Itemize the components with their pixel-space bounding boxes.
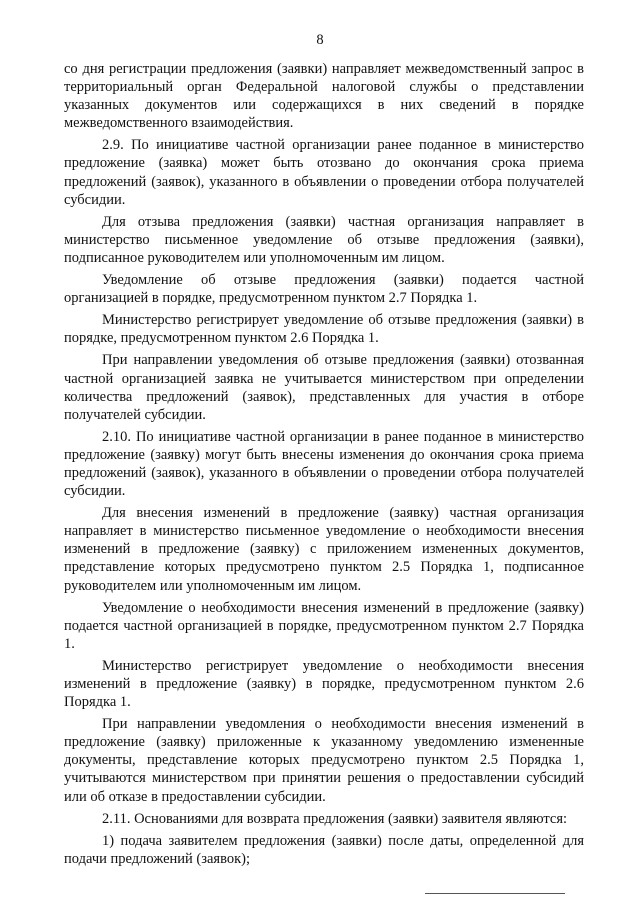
footer-divider	[425, 893, 565, 894]
paragraph-2-10: 2.10. По инициативе частной организации в ранее поданное в министерство предложение (заявку) могут быть внесены изменения до окончания срока приема предложений (заявок), указанного в объявлении о проведении отбора получателей субсидии.	[64, 428, 584, 500]
document-body	[64, 60, 584, 872]
paragraph: Для отзыва предложения (заявки) частная организация направляет в министерство письменное уведомление об отзыве предложения (заявки), подписанное руководителем или уполномоченным им лицом.	[64, 213, 584, 266]
paragraph-2-9: 2.9. По инициативе частной организации ранее поданное в министерство предложение (заявка) может быть отозвано до окончания срока приема предложений (заявок), указанного в объявлении о проведении отбора получателей субсидии.	[64, 137, 584, 208]
paragraph-continuation: со дня регистрации предложения (заявки) направляет межведомственный запрос в территориальный орган Федеральной налоговой службы о представлении указанных документов или содержащихся в них сведений в порядке межведомственного взаимодействия.	[64, 61, 584, 132]
paragraph-2-11: 2.11. Основаниями для возврата предложения (заявки) заявителя являются:	[102, 810, 568, 827]
paragraph: Министерство регистрирует уведомление о необходимости внесения изменений в предложение (заявку) в порядке, предусмотренном пунктом 2.6 Порядка 1.	[64, 657, 584, 711]
paragraph: При направлении уведомления об отзыве предложения (заявки) отозванная частной организацией заявка не учитывается министерством при определении количества предложений (заявок), представленных для участия в отборе получателей субсидии.	[64, 352, 584, 423]
page-number: 8	[316, 32, 324, 48]
paragraph: Уведомление об отзыве предложения (заявки) подается частной организацией в порядке, предусмотренном пунктом 2.7 Порядка 1.	[64, 272, 584, 307]
paragraph: При направлении уведомления о необходимости внесения изменений в предложение (заявку) приложенные к указанному уведомлению измененные документы, представление которых предусмотрено пунктом 2.5 Порядка 1, учитываются министерством при принятии решения о предоставлении субсидий или об отказе в предоставлении субсидии.	[64, 716, 584, 805]
paragraph: Министерство регистрирует уведомление об отзыве предложения (заявки) в порядке, предусмотренном пунктом 2.6 Порядка 1.	[64, 312, 584, 347]
paragraph: Уведомление о необходимости внесения изменений в предложение (заявку) подается частной организацией в порядке, предусмотренном пунктом 2.7 Порядка 1.	[64, 599, 584, 652]
list-item: 1) подача заявителем предложения (заявки) после даты, определенной для подачи предложений (заявок);	[64, 832, 584, 867]
paragraph: Для внесения изменений в предложение (заявку) частная организация направляет в министерство письменное уведомление о необходимости внесения изменений в предложение (заявку) с приложением измененных документов, представление которых предусмотрено пунктом 2.5 Порядка 1, подписанное руководителем или уполномоченным им лицом.	[64, 505, 584, 594]
